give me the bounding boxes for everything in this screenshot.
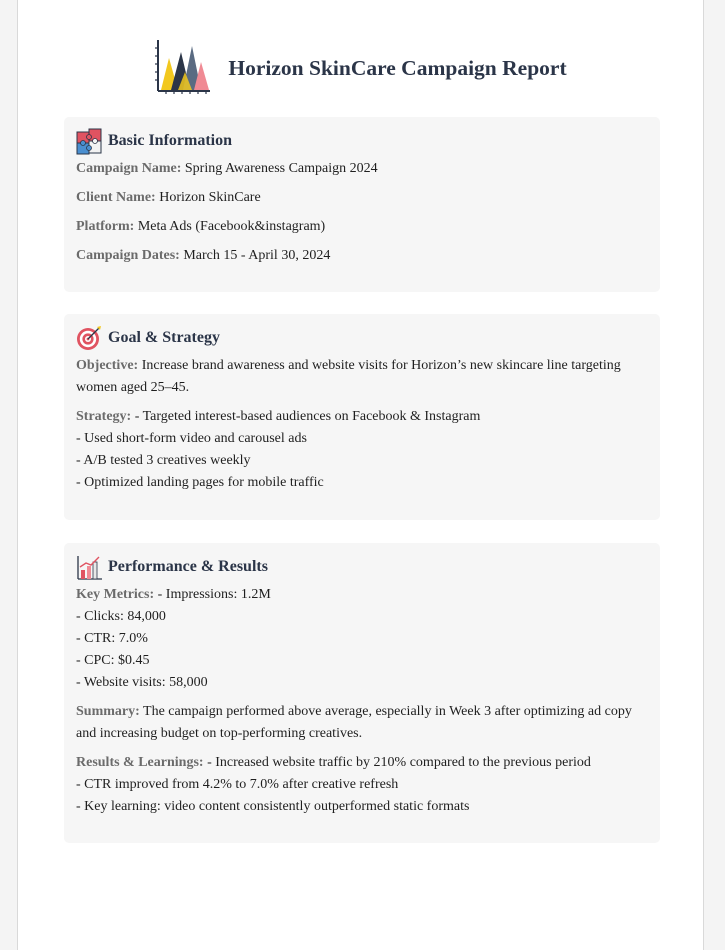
results-learnings-label: Results & Learnings: (76, 755, 204, 770)
strategy-line: - Targeted interest-based audiences on Facebook & Instagram (134, 409, 481, 424)
metric-line: - Impressions: 1.2M (157, 587, 271, 602)
campaign-name-label: Campaign Name: (76, 161, 182, 176)
client-name-value: Horizon SkinCare (159, 190, 261, 205)
results-line: - Key learning: video content consistently outperformed static formats (76, 799, 470, 814)
report-header (18, 38, 703, 96)
platform-row (76, 216, 648, 238)
goal-strategy-section (64, 314, 660, 520)
performance-results-heading (76, 553, 648, 581)
summary-label: Summary: (76, 704, 140, 719)
metric-line: - CPC: $0.45 (76, 653, 150, 668)
key-metrics-label: Key Metrics: (76, 587, 155, 602)
chart-peaks-icon (154, 38, 212, 96)
report-title: Horizon SkinCare Campaign Report (228, 55, 567, 80)
client-name-label: Client Name: (76, 190, 156, 205)
strategy-label: Strategy: (76, 409, 132, 424)
performance-results-section (64, 543, 660, 843)
strategy-row (76, 406, 648, 494)
metric-line: - Website visits: 58,000 (76, 675, 208, 690)
campaign-dates-value: March 15 - April 30, 2024 (183, 248, 331, 263)
campaign-dates-row (76, 245, 648, 267)
strategy-line: - Optimized landing pages for mobile traffic (76, 475, 324, 490)
goal-strategy-heading (76, 324, 648, 352)
metric-line: - CTR: 7.0% (76, 631, 148, 646)
campaign-name-row (76, 158, 648, 180)
client-name-row (76, 187, 648, 209)
objective-row (76, 355, 648, 399)
results-line: - Increased website traffic by 210% compared to the previous period (207, 755, 591, 770)
bar-chart-icon (76, 554, 103, 581)
performance-results-title: Performance & Results (108, 558, 268, 575)
basic-information-heading (76, 127, 648, 155)
key-metrics-row (76, 584, 648, 694)
metric-line: - Clicks: 84,000 (76, 609, 166, 624)
basic-information-section (64, 117, 660, 292)
basic-information-title: Basic Information (108, 132, 232, 149)
report-page (17, 0, 704, 950)
summary-row (76, 701, 648, 745)
platform-value: Meta Ads (Facebook&instagram) (137, 219, 326, 234)
target-icon (76, 325, 103, 352)
objective-label: Objective: (76, 358, 139, 373)
objective-value: Increase brand awareness and website visits for Horizon’s new skincare line targeting women aged 25–45. (76, 358, 621, 395)
results-line: - CTR improved from 4.2% to 7.0% after creative refresh (76, 777, 399, 792)
strategy-line: - Used short-form video and carousel ads (76, 431, 307, 446)
campaign-dates-label: Campaign Dates: (76, 248, 180, 263)
goal-strategy-title: Goal & Strategy (108, 329, 220, 346)
results-learnings-row (76, 752, 648, 818)
strategy-line: - A/B tested 3 creatives weekly (76, 453, 251, 468)
summary-value: The campaign performed above average, especially in Week 3 after optimizing ad copy and increasing budget on top-performing creatives. (76, 704, 632, 741)
puzzle-icon (76, 128, 103, 155)
campaign-name-value: Spring Awareness Campaign 2024 (184, 161, 378, 176)
platform-label: Platform: (76, 219, 135, 234)
